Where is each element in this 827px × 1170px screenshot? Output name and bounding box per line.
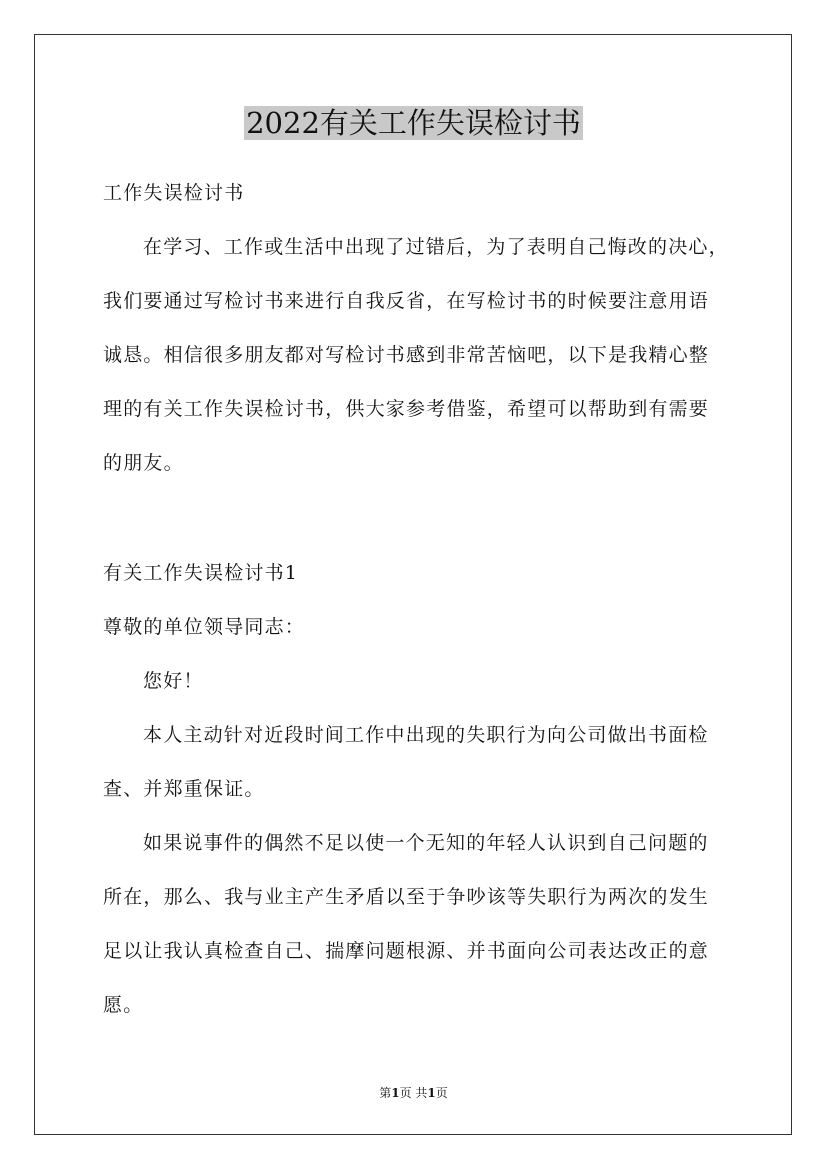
footer-suffix: 页 bbox=[435, 1086, 448, 1100]
footer-page-total: 1 bbox=[427, 1086, 436, 1100]
document-title bbox=[0, 102, 827, 144]
section-heading: 有关工作失误检讨书1 bbox=[103, 562, 299, 584]
para2-line-1: 如果说事件的偶然不足以使一个无知的年轻人认识到自己问题的 bbox=[143, 832, 709, 854]
intro-heading: 工作失误检讨书 bbox=[103, 182, 245, 204]
footer-mid: 页 共 bbox=[399, 1086, 428, 1100]
intro-line-5: 的朋友。 bbox=[103, 452, 184, 474]
intro-line-4: 理的有关工作失误检讨书，供大家参考借鉴，希望可以帮助到有需要 bbox=[103, 398, 710, 420]
para2-line-4: 愿。 bbox=[103, 994, 144, 1016]
document-title-text: 2022有关工作失误检讨书 bbox=[246, 106, 581, 140]
para1-line-1: 本人主动针对近段时间工作中出现的失职行为向公司做出书面检 bbox=[143, 724, 709, 746]
page-footer bbox=[0, 1085, 827, 1101]
intro-line-1: 在学习、工作或生活中出现了过错后，为了表明自己悔改的决心， bbox=[143, 236, 729, 258]
para2-line-3: 足以让我认真检查自己、揣摩问题根源、并书面向公司表达改正的意 bbox=[103, 940, 710, 962]
para2-line-2: 所在，那么、我与业主产生矛盾以至于争吵该等失职行为两次的发生 bbox=[103, 886, 710, 908]
greeting: 您好！ bbox=[143, 670, 204, 692]
salutation: 尊敬的单位领导同志： bbox=[103, 616, 306, 638]
para1-line-2: 查、并郑重保证。 bbox=[103, 778, 265, 800]
footer-prefix: 第 bbox=[379, 1086, 392, 1100]
intro-line-3: 诚恳。相信很多朋友都对写检讨书感到非常苦恼吧，以下是我精心整 bbox=[103, 344, 710, 366]
footer-page-number: 1 bbox=[391, 1086, 400, 1100]
intro-line-2: 我们要通过写检讨书来进行自我反省，在写检讨书的时候要注意用语 bbox=[103, 290, 710, 312]
